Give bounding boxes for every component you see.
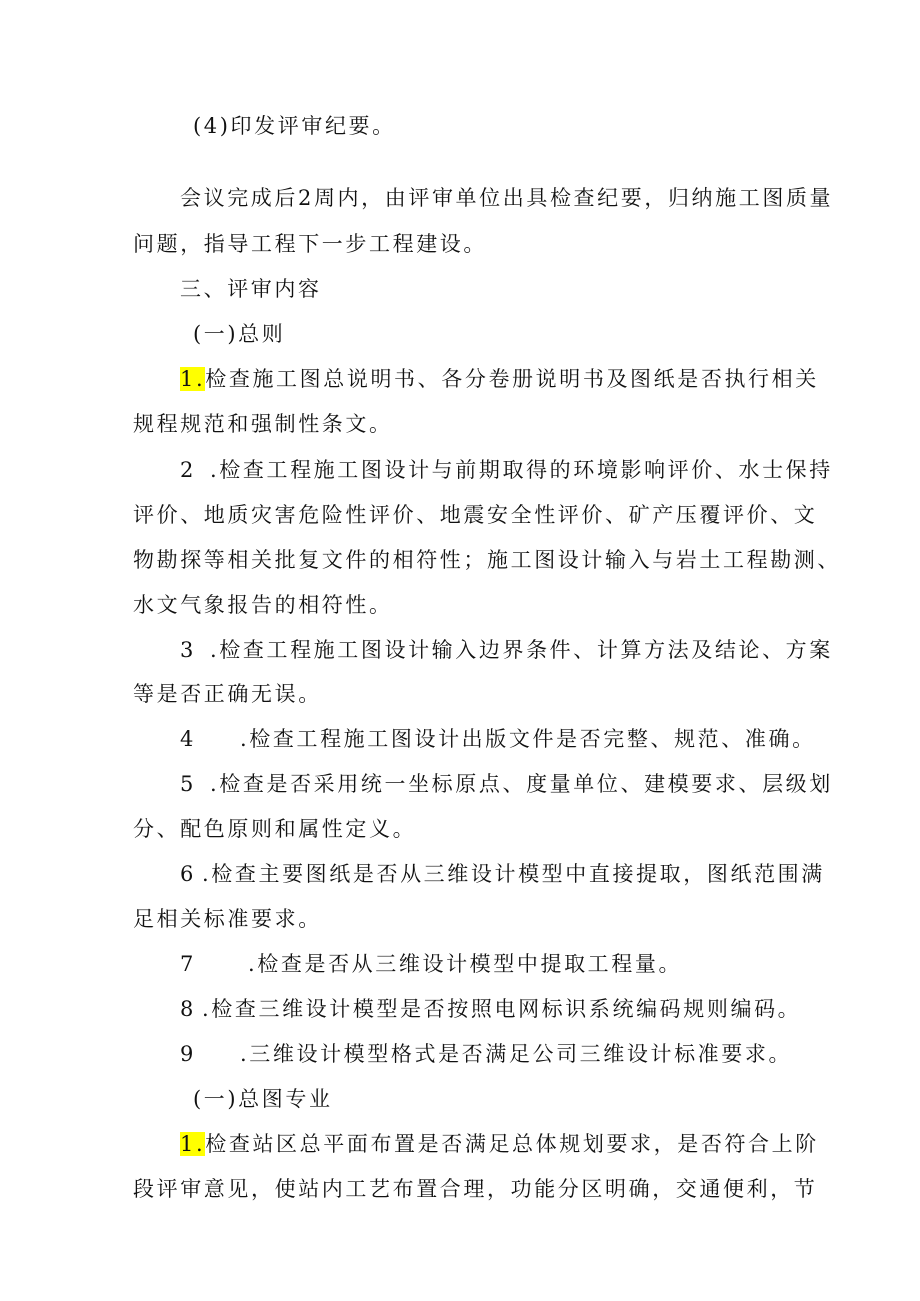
item-4-print-minutes: (4)印发评审纪要。 (193, 114, 396, 138)
general-item-1-line-2: 规程规范和强制性条文。 (133, 412, 393, 436)
general-item-8-line-1 (180, 995, 801, 1023)
general-item-3-text: .检查工程施工图设计输入边界条件、计算方法及结论、方案 (210, 638, 833, 662)
general-item-3-line-1 (180, 636, 833, 664)
general-item-2-line-4: 水文气象报告的相符性。 (133, 593, 393, 617)
general-item-5-text: .检查是否采用统一坐标原点、度量单位、建模要求、层级划 (210, 772, 833, 796)
layout-item-1-text: 检查站区总平面布置是否满足总体规划要求，是否符合上阶 (205, 1132, 819, 1156)
item-number: 6 (180, 862, 196, 886)
general-item-1-text: 检查施工图总说明书、各分卷册说明书及图纸是否执行相关 (205, 367, 819, 391)
subsection-general-heading: (一)总则 (193, 322, 286, 346)
item-number: 3 (180, 638, 196, 662)
general-item-4-text: .检查工程施工图设计出版文件是否完整、规范、准确。 (240, 727, 816, 751)
item-number: 5 (180, 772, 196, 796)
meeting-paragraph-line-1: 会议完成后2周内，由评审单位出具检查纪要，归纳施工图质量 (180, 186, 834, 210)
general-item-9-text: .三维设计模型格式是否满足公司三维设计标准要求。 (240, 1042, 793, 1066)
general-item-4-line-1 (180, 725, 816, 753)
subsection-layout-heading: (一)总图专业 (193, 1087, 333, 1111)
general-item-6-line-2: 足相关标准要求。 (133, 907, 322, 931)
general-item-3-line-2: 等是否正确无误。 (133, 682, 322, 706)
general-item-9-line-1 (180, 1040, 792, 1068)
layout-item-1-line-1 (180, 1130, 819, 1158)
item-number: 2 (180, 458, 196, 482)
item-number: 9 (180, 1042, 196, 1066)
general-item-7-text: .检查是否从三维设计模型中提取工程量。 (248, 952, 683, 976)
general-item-5-line-2: 分、配色原则和属性定义。 (133, 817, 417, 841)
highlighted-number: 1. (180, 1132, 206, 1156)
general-item-5-line-1 (180, 770, 833, 798)
general-item-1-line-1 (180, 365, 819, 393)
general-item-6-text: .检查主要图纸是否从三维设计模型中直接提取，图纸范围满 (202, 862, 825, 886)
general-item-8-text: .检查三维设计模型是否按照电网标识系统编码规则编码。 (202, 997, 802, 1021)
general-item-2-line-2: 评价、地质灾害危险性评价、地震安全性评价、矿产压覆评价、文 (133, 503, 818, 527)
highlighted-number: 1. (180, 367, 206, 391)
section-3-heading: 三、评审内容 (180, 277, 322, 301)
layout-item-1-line-2: 段评审意见，使站内工艺布置合理，功能分区明确，交通便利，节 (133, 1177, 818, 1201)
item-number: 4 (180, 727, 196, 751)
general-item-6-line-1 (180, 860, 825, 888)
general-item-2-line-1 (180, 456, 833, 484)
general-item-7-line-1 (180, 950, 682, 978)
meeting-paragraph-line-2: 问题，指导工程下一步工程建设。 (133, 232, 487, 256)
general-item-2-line-3: 物勘探等相关批复文件的相符性；施工图设计输入与岩土工程勘测、 (133, 548, 841, 572)
general-item-2-text: .检查工程施工图设计与前期取得的环境影响评价、水士保持 (210, 458, 833, 482)
item-number: 7 (180, 952, 196, 976)
item-number: 8 (180, 997, 196, 1021)
